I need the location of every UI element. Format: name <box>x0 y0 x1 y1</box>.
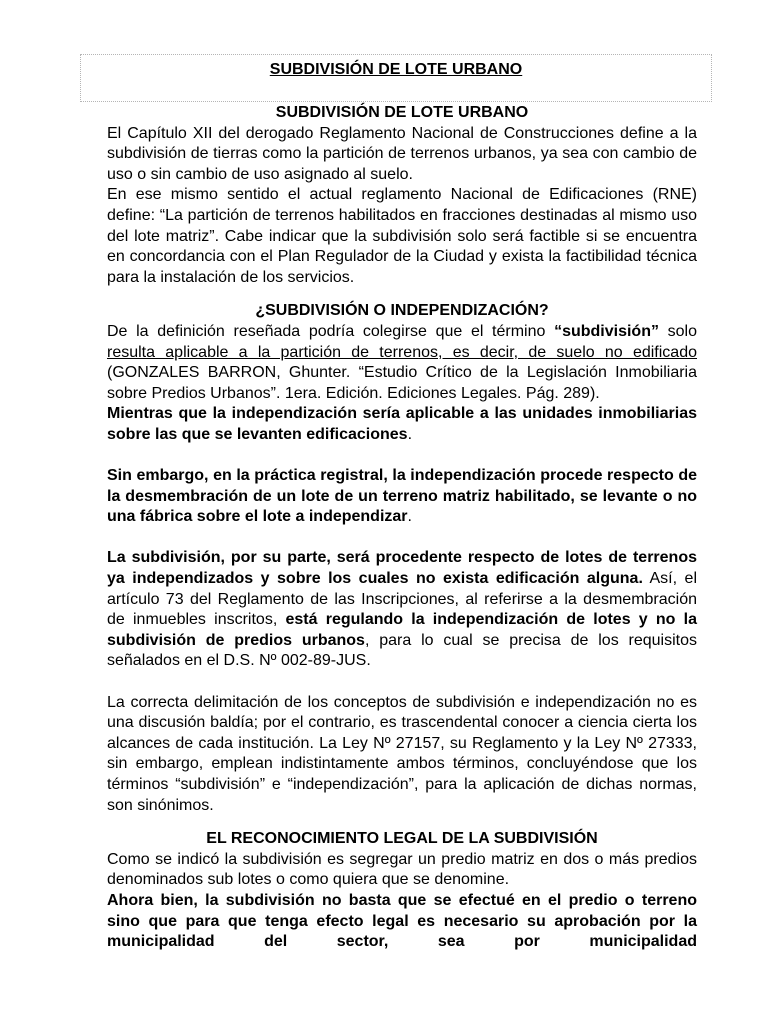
section-heading-subdivision: SUBDIVISIÓN DE LOTE URBANO <box>275 104 529 121</box>
paragraph-segregar: Como se indicó la subdivisión es segregar un predio matriz en dos o más predios denominados sub lotes o como quiera que se denomine. <box>107 850 697 889</box>
text-run: . <box>407 508 412 526</box>
text-run: , para lo cual se precisa de los requisitos señalados en el D.S. Nº 002-89-JUS. <box>107 631 698 670</box>
bold-statement: Mientras que la independización sería aplicable a las unidades inmobiliarias sobre las que se levanten edificaciones <box>107 405 697 443</box>
section-heading-reconocimiento: EL RECONOCIMIENTO LEGAL DE LA SUBDIVISIÓN <box>206 830 598 848</box>
paragraph-practica-registral <box>107 466 697 528</box>
text-run: De la definición reseñada podría colegirse que el término <box>107 322 555 340</box>
document-body <box>107 103 697 953</box>
paragraph-rne: En ese mismo sentido el actual reglamento Nacional de Edificaciones (RNE) define: “La partición de terrenos habilitados en fracciones destinadas al mismo uso del lote matriz”. Cabe indicar que la subdivisión solo será factible si se encuentra en concordancia con el Plan Regulador de la Ciudad y exista la factibilidad técnica para la instalación de los servicios. <box>107 186 697 286</box>
paragraph-subdivision-procedente <box>107 548 697 672</box>
bold-statement: La subdivisión, por su parte, será procedente respecto de lotes de terrenos ya independizados y sobre los cuales no exista edificación alguna. <box>107 549 697 588</box>
bold-term: “subdivisión” <box>554 322 659 340</box>
paragraph-colegirse <box>107 322 697 404</box>
text-run: Así, el artículo 73 del Reglamento de las Inscripciones, al referirse a la desmembración de inmuebles inscritos, <box>107 570 697 629</box>
bold-statement: está regulando la independización de lotes y no la subdivisión de predios urbanos <box>107 611 698 649</box>
document-header <box>80 54 712 102</box>
bold-statement: Sin embargo, en la práctica registral, la independización procede respecto de la desmembración de un lote de un terreno matriz habilitado, se levante o no una fábrica sobre el lote a independizar <box>107 467 697 526</box>
text-run: solo <box>658 322 697 340</box>
section-heading-question: ¿SUBDIVISIÓN O INDEPENDIZACIÓN? <box>255 302 549 320</box>
text-run: . <box>407 425 413 443</box>
citation-text: (GONZALES BARRON, Ghunter. “Estudio Crítico de la Legislación Inmobiliaria sobre Predios Urbanos”. 1era. Edición. Ediciones Legales. Pág. 289). <box>107 364 697 402</box>
paragraph-delimitacion: La correcta delimitación de los conceptos de subdivisión e independización no es una discusión baldía; por el contrario, es trascendental conocer a ciencia cierta los alcances de cada institución. La Ley Nº 27157, su Reglamento y la Ley Nº 27333, sin embargo, emplean indistintamente ambos términos, concluyéndose que los términos “subdivisión” e “independización”, para la aplicación de dichas normas, son sinónimos. <box>107 693 697 814</box>
paragraph-independizacion <box>107 404 697 445</box>
bold-statement: Ahora bien, la subdivisión no basta que se efectué en el predio o terreno sino que para que tenga efecto legal es necesario su aprobación por la municipalidad del sector, sea por municipalidad <box>107 891 697 951</box>
underlined-phrase: resulta aplicable a la partición de terrenos, es decir, de suelo no edificado <box>107 343 697 361</box>
paragraph-aprobacion <box>107 891 697 953</box>
paragraph-definition: El Capítulo XII del derogado Reglamento Nacional de Construcciones define a la subdivisión de tierras como la partición de terrenos urbanos, ya sea con cambio de uso o sin cambio de uso asignado al suelo. <box>107 124 697 183</box>
header-title: SUBDIVISIÓN DE LOTE URBANO <box>269 61 523 78</box>
